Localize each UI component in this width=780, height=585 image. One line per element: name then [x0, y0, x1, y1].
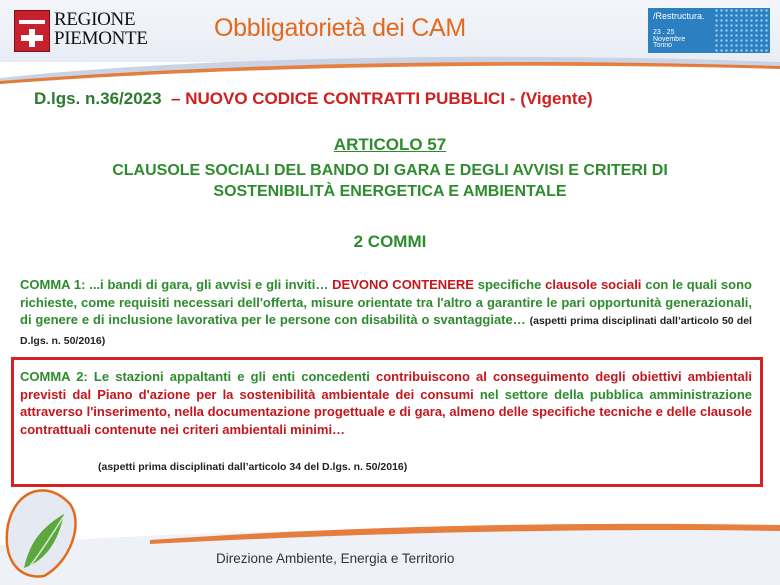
dot-pattern-icon — [714, 8, 770, 53]
badge-date-2: Novembre — [653, 35, 686, 43]
badge-date — [653, 30, 685, 50]
badge-title: /Restructura. — [653, 11, 705, 21]
law-code: – NUOVO CODICE CONTRATTI PUBBLICI - — [171, 89, 516, 108]
article-subtitle — [0, 160, 780, 202]
badge-date-3: Torino — [653, 42, 673, 49]
commi-count: 2 COMMI — [353, 232, 427, 251]
law-reference-line — [34, 89, 593, 109]
comma-2-text-a: contribuiscono al conseguimento degli obiettivi ambientali previsti dal Piano d'azione per la sostenibilità ambientale dei consumi — [20, 369, 752, 402]
logo-text — [54, 10, 148, 48]
comma-2-note: (aspetti prima disciplinati dall’articolo 34 del D.lgs. n. 50/2016) — [98, 461, 408, 473]
comma-1-clauses: clausole sociali — [545, 277, 642, 292]
crest-icon — [14, 10, 50, 52]
footer-decoration — [0, 470, 780, 585]
law-status: (Vigente) — [520, 89, 593, 108]
restructura-badge — [648, 8, 770, 53]
comma-2-paragraph — [20, 368, 752, 438]
header-swoosh — [0, 48, 780, 88]
comma-1-must: DEVONO CONTENERE — [332, 277, 474, 292]
comma-2-lead: COMMA 2: Le stazioni appaltanti e gli enti concedenti — [20, 369, 370, 384]
article-subtitle-line-1: CLAUSOLE SOCIALI DEL BANDO DI GARA E DEGLI AVVISI E CRITERI DI — [112, 162, 668, 179]
footer-text: Direzione Ambiente, Energia e Territorio — [216, 551, 455, 566]
logo-line-2: PIEMONTE — [54, 28, 148, 49]
comma-1-lead: COMMA 1: ...i bandi di gara, gli avvisi e gli inviti… — [20, 277, 329, 292]
comma-1-specific: specifiche — [477, 277, 542, 292]
comma-1-body: con le quali sono richieste, come requisiti necessari dell'offerta, misure orientate tra l'altro a garantire le pari opportunità generazionali, di genere e di inclusione lavorativa per le persone con disabilità o svantaggiate… — [20, 277, 752, 327]
comma-2-text-c: attraverso l'inserimento, nella documentazione progettuale e di gara, almeno delle specifiche tecniche e delle clausole contrattuali contenute nei criteri ambientali minimi… — [20, 404, 752, 437]
article-title: ARTICOLO 57 — [333, 135, 447, 154]
comma-1-note: (aspetti prima disciplinati dall’articolo 50 del D.lgs. n. 50/2016) — [20, 315, 752, 347]
comma-2-text-b: nel settore della pubblica amministrazione — [479, 386, 752, 402]
page-title: Obbligatorietà dei CAM — [214, 14, 466, 42]
comma-1-paragraph — [20, 276, 752, 350]
article-subtitle-line-2: SOSTENIBILITÀ ENERGETICA E AMBIENTALE — [213, 183, 567, 200]
logo-line-1: REGIONE — [54, 9, 136, 30]
regione-piemonte-logo — [14, 8, 148, 52]
law-ref: D.lgs. n.36/2023 — [34, 89, 162, 108]
badge-date-1: 23 . 25 — [653, 29, 675, 36]
